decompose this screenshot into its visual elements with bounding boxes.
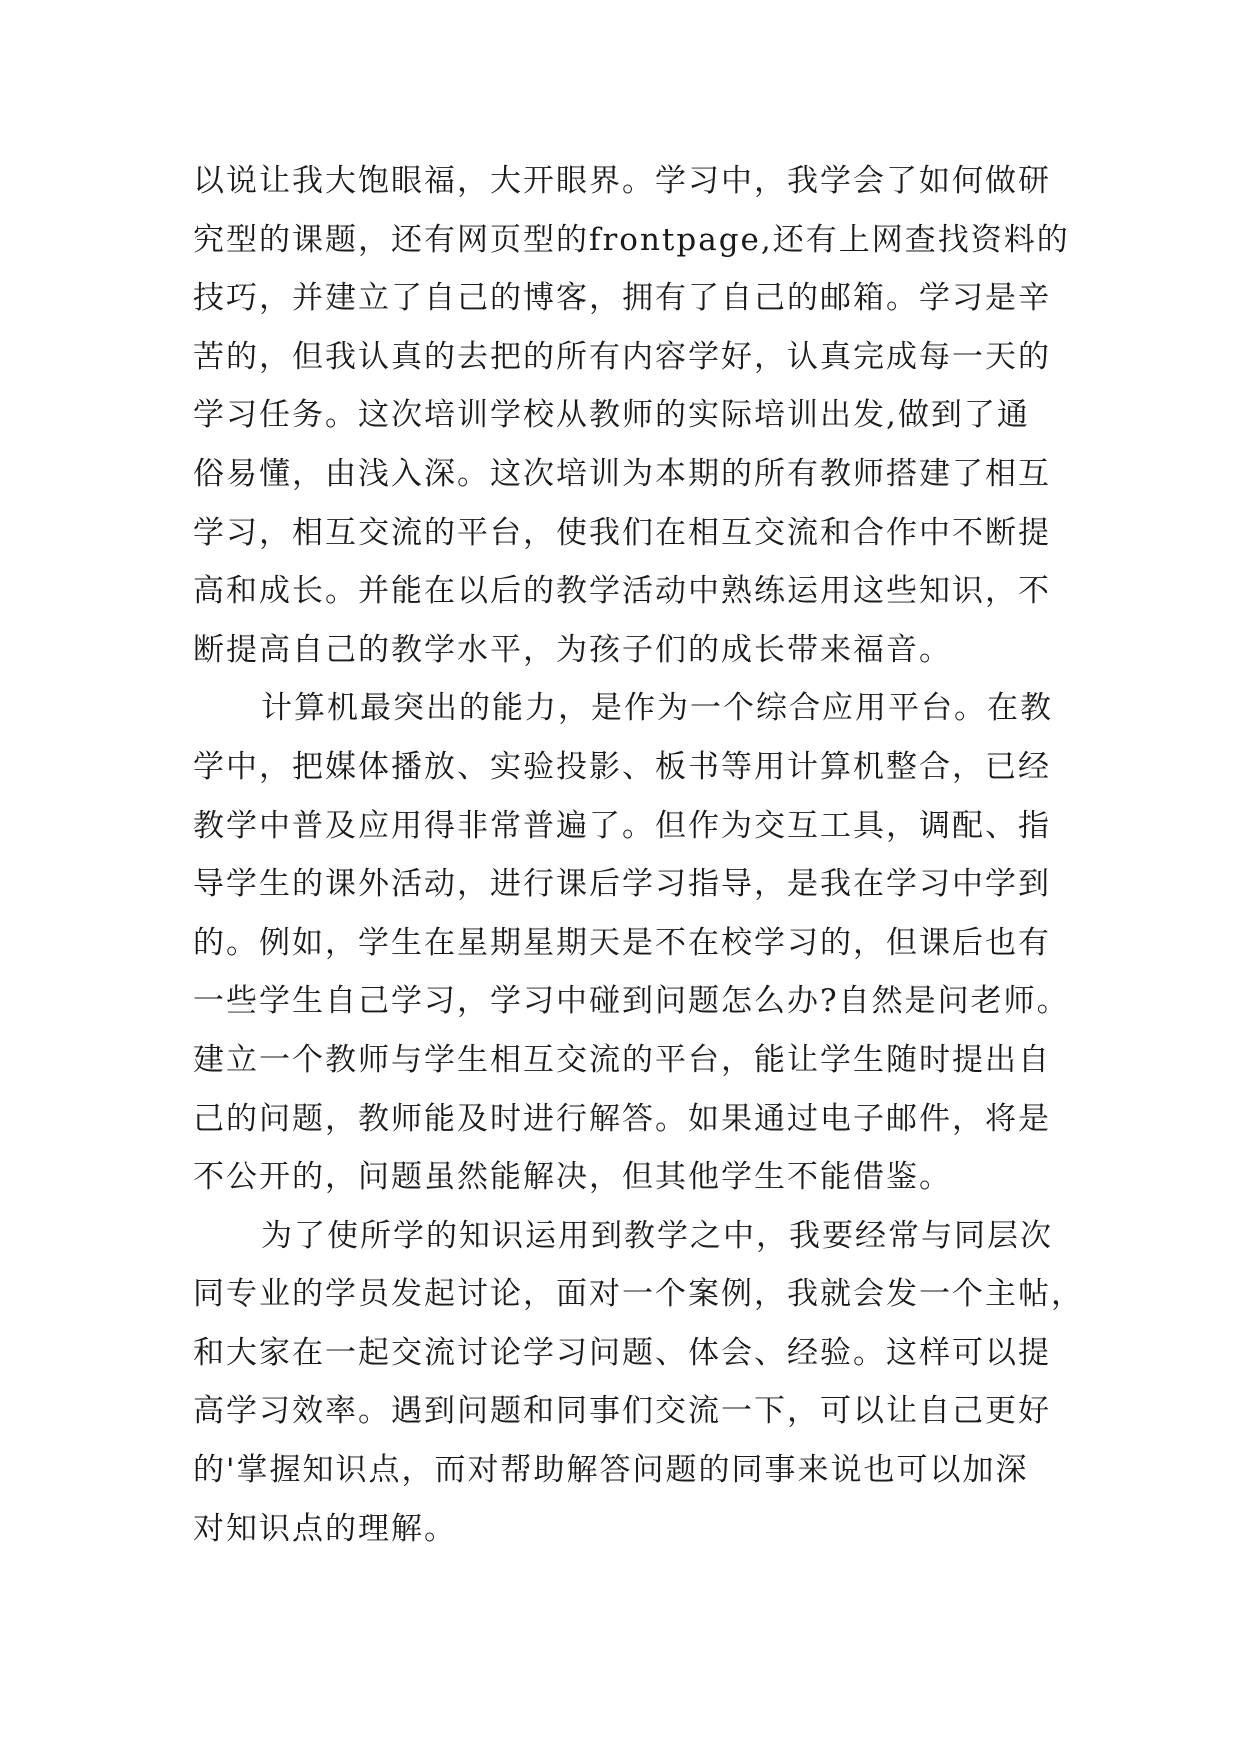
text-line: 以说让我大饱眼福，大开眼界。学习中，我学会了如何做研	[193, 163, 1051, 199]
paragraph-1	[193, 152, 1070, 679]
text-line: 对知识点的理解。	[193, 1510, 457, 1547]
text-line: 教学中普及应用得非常普遍了。但作为交互工具，调配、指	[193, 807, 1051, 844]
text-line: 学习任务。这次培训学校从教师的实际培训出发,做到了通	[193, 397, 1030, 434]
text-line: 俗易懂，由浅入深。这次培训为本期的所有教师搭建了相互	[193, 455, 1051, 492]
text-line: 学中，把媒体播放、实验投影、板书等用计算机整合，已经	[193, 748, 1051, 785]
text-line: 高和成长。并能在以后的教学活动中熟练运用这些知识，不	[193, 573, 1051, 610]
text-line: 建立一个教师与学生相互交流的平台，能让学生随时提出自	[193, 1041, 1051, 1078]
text-line: 学习，相互交流的平台，使我们在相互交流和合作中不断提	[193, 514, 1051, 551]
text-line: 的'掌握知识点，而对帮助解答问题的同事来说也可以加深	[193, 1452, 1029, 1489]
text-line: 不公开的，问题虽然能解决，但其他学生不能借鉴。	[193, 1159, 952, 1196]
text-line: 究型的课题，还有网页型的frontpage,还有上网查找资料的	[193, 221, 1070, 258]
text-line: 己的问题，教师能及时进行解答。如果通过电子邮件，将是	[193, 1100, 1051, 1137]
text-line: 高学习效率。遇到问题和同事们交流一下，可以让自己更好	[193, 1393, 1051, 1430]
text-line: 的。例如，学生在星期星期天是不在校学习的，但课后也有	[193, 924, 1051, 961]
text-line: 技巧，并建立了自己的博客，拥有了自己的邮箱。学习是辛	[193, 280, 1051, 317]
text-line: 一些学生自己学习，学习中碰到问题怎么办?自然是问老师。	[193, 983, 1070, 1020]
text-line: 计算机最突出的能力，是作为一个综合应用平台。在教	[261, 690, 1053, 727]
text-line: 同专业的学员发起讨论，面对一个案例，我就会发一个主帖，	[193, 1276, 1084, 1313]
paragraph-3	[193, 1207, 1084, 1559]
text-line: 苦的，但我认真的去把的所有内容学好，认真完成每一天的	[193, 338, 1051, 375]
paragraph-2	[193, 679, 1070, 1206]
text-line: 导学生的课外活动，进行课后学习指导，是我在学习中学到	[193, 866, 1051, 903]
text-line: 断提高自己的教学水平，为孩子们的成长带来福音。	[193, 631, 952, 668]
text-line: 和大家在一起交流讨论学习问题、体会、经验。这样可以提	[193, 1334, 1051, 1371]
document-body	[193, 152, 1084, 1558]
text-line: 为了使所学的知识运用到教学之中，我要经常与同层次	[261, 1217, 1053, 1254]
